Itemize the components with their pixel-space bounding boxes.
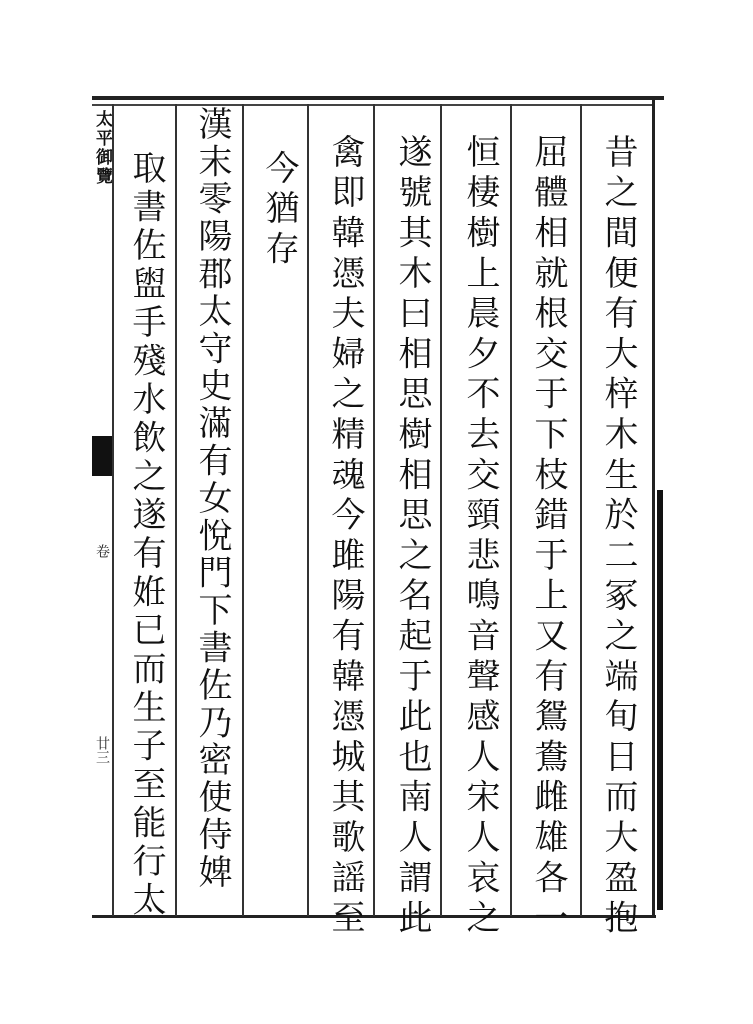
right-edge-mark <box>657 490 663 910</box>
right-border <box>652 96 655 918</box>
column-rule <box>580 104 582 916</box>
column-rule <box>373 104 375 916</box>
fish-tail-mark <box>92 436 112 476</box>
column-rule <box>112 104 114 916</box>
text-column-7: 漢末零陽郡太守史滿有女悅門下書佐乃密使侍婢 <box>192 106 232 892</box>
column-rule <box>175 104 177 916</box>
page-margin <box>92 104 112 916</box>
text-column-2: 屈體相就根交于下枝錯于上又有鴛鴦雌雄各一 <box>528 134 568 940</box>
text-column-6: 今猶存 <box>259 150 299 271</box>
column-rule <box>242 104 244 916</box>
column-rule <box>307 104 309 916</box>
text-column-5: 禽即韓憑夫婦之精魂今雎陽有韓憑城其歌謡至 <box>325 134 365 940</box>
text-column-8: 取書佐盥手殘水飲之遂有姙已而生子至能行太 <box>126 150 166 920</box>
column-rule <box>440 104 442 916</box>
top-border <box>92 96 664 100</box>
margin-book-title: 太平御覽 <box>92 110 112 186</box>
margin-page-number: 廿三 <box>94 736 110 764</box>
text-column-1: 昔之間便有大梓木生於二冢之端旬日而大盈抱 <box>598 134 638 940</box>
margin-juan-label: 卷 <box>94 544 110 558</box>
text-column-3: 恒棲樹上晨夕不去交頸悲鳴音聲感人宋人哀之 <box>460 134 500 940</box>
text-column-4: 遂號其木曰相思樹相思之名起于此也南人謂此 <box>392 134 432 940</box>
column-rule <box>510 104 512 916</box>
